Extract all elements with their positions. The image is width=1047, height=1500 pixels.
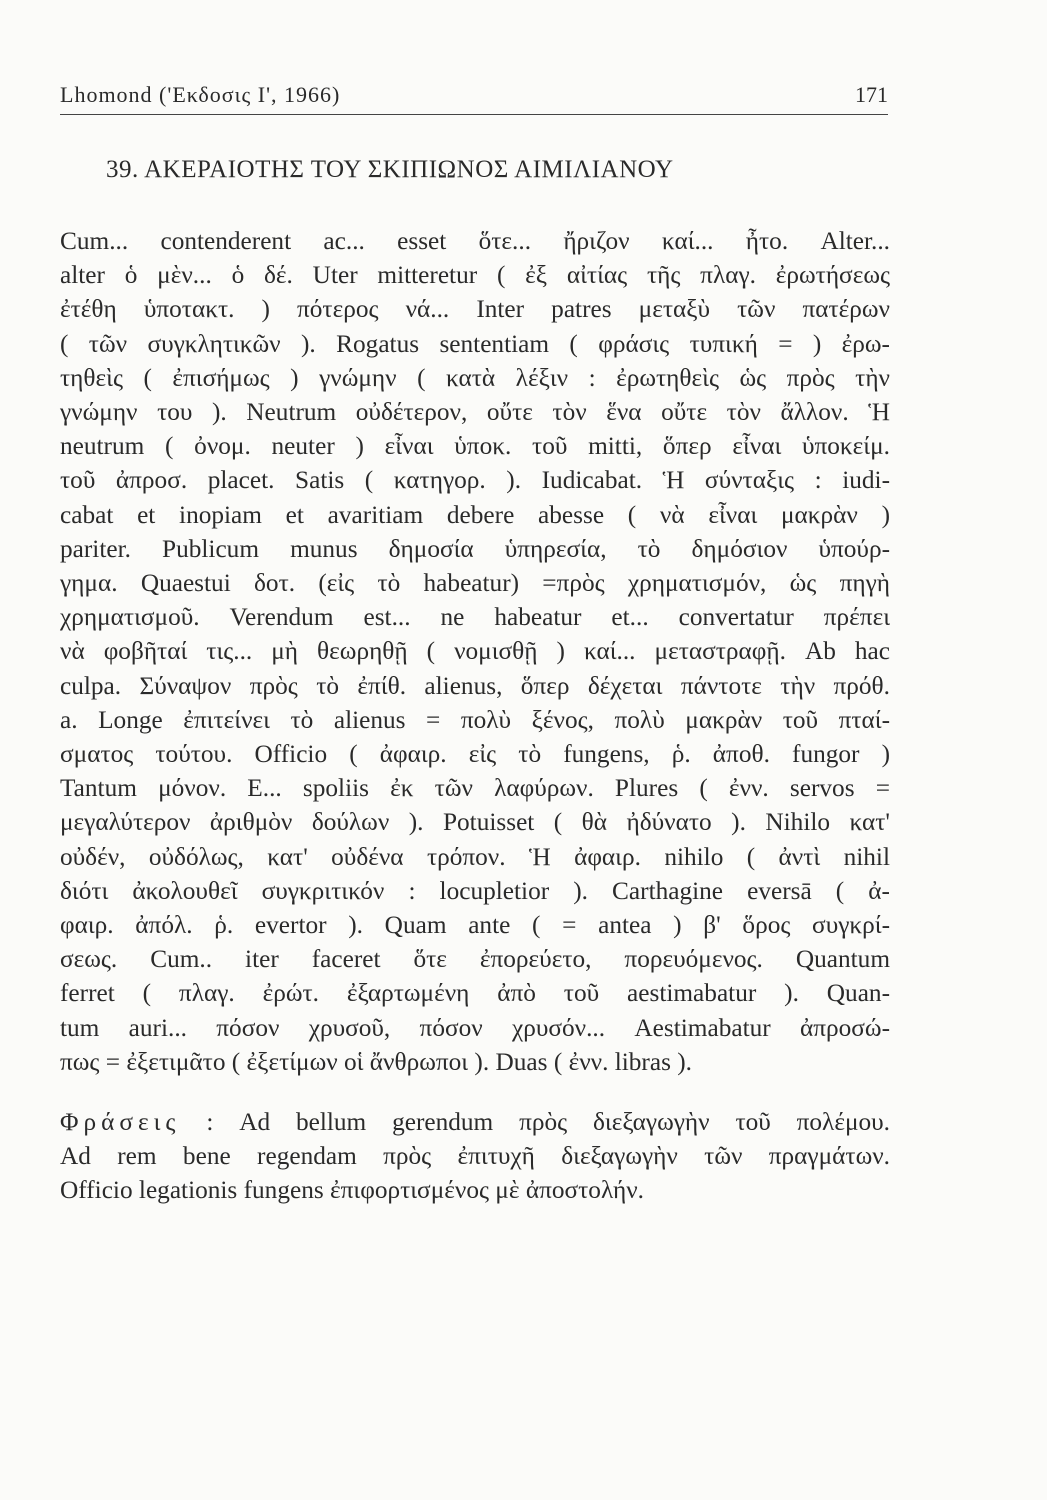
text-line: διότι ἀκολουθεῖ συγκριτικόν : locupletior ). Carthagine eversā ( ἀ- — [60, 876, 890, 905]
text-line: τοῦ ἀπροσ. placet. Satis ( κατηγορ. ). Iudicabat. Ἡ σύνταξις : iudi- — [60, 466, 890, 495]
text-line: Tantum μόνον. E... spoliis ἐκ τῶν λαφύρων. Plures ( ἐνν. servos = — [60, 774, 890, 803]
text-line: Cum... contenderent ac... esset ὅτε... ἤριζον καί... ἦτο. Alter... — [60, 227, 890, 255]
running-title: Lhomond ('Εκδοσις Ι', 1966) — [60, 82, 341, 107]
text-line: χρηματισμοῦ. Verendum est... ne habeatur et... convertatur πρέπει — [60, 603, 890, 632]
text-line: alter ὁ μὲν... ὁ δέ. Uter mitteretur ( ἐξ αἰτίας τῆς πλαγ. ἐρωτήσεως — [60, 261, 890, 290]
text-line: tum auri... πόσον χρυσοῦ, πόσον χρυσόν... Aestimabatur ἀπροσώ- — [60, 1013, 890, 1042]
text-line: σματος τούτου. Officio ( ἀφαιρ. εἰς τὸ fungens, ῥ. ἀποθ. fungor ) — [60, 740, 890, 769]
text-line: νὰ φοβῆταί τις... μὴ θεωρηθῇ ( νομισθῇ ) καί... μεταστραφῇ. Ab hac — [60, 637, 890, 666]
running-header — [60, 82, 888, 115]
text-line: τηθεὶς ( ἐπισήμως ) γνώμην ( κατὰ λέξιν : ἐρωτηθεὶς ὡς πρὸς τὴν — [60, 363, 890, 392]
phrases-line: Ad rem bene regendam πρὸς ἐπιτυχῆ διεξαγωγὴν τῶν πραγμάτων. — [60, 1142, 890, 1171]
text-line: ἐτέθη ὑποτακτ. ) πότερος νά... Inter patres μεταξὺ τῶν πατέρων — [60, 295, 890, 324]
phrases-line: Officio legationis fungens ἐπιφορτισμένος μὲ ἀποστολήν. — [60, 1176, 644, 1205]
text-line: ferret ( πλαγ. ἐρώτ. ἐξαρτωμένη ἀπὸ τοῦ aestimabatur ). Quan- — [60, 979, 890, 1008]
text-line: μεγαλύτερον ἀριθμὸν δούλων ). Potuisset ( θὰ ἠδύνατο ). Nihilo κατ' — [60, 808, 890, 837]
phrases-label: Φράσεις — [60, 1108, 181, 1136]
text-line: a. Longe ἐπιτείνει τὸ alienus = πολὺ ξένος, πολὺ μακρὰν τοῦ πταί- — [60, 705, 890, 734]
text-line: γημα. Quaestui δοτ. (εἰς τὸ habeatur) =πρὸς χρηματισμόν, ὡς πηγὴ — [60, 569, 890, 598]
phrases-first-line — [60, 1105, 890, 1139]
text-line: ( τῶν συγκλητικῶν ). Rogatus sententiam ( φράσις τυπική = ) ἐρω- — [60, 329, 890, 358]
text-line: pariter. Publicum munus δημοσία ὑπηρεσία, τὸ δημόσιον ὑπούρ- — [60, 534, 890, 563]
section-title: 39. ΑΚΕΡΑΙΟΤΗΣ ΤΟΥ ΣΚΙΠΙΩΝΟΣ ΑΙΜΙΛΙΑΝΟΥ — [106, 156, 674, 183]
text-line: σεως. Cum.. iter faceret ὅτε ἐπορεύετο, πορευόμενος. Quantum — [60, 945, 890, 974]
text-line: culpa. Σύναψον πρὸς τὸ ἐπίθ. alienus, ὅπερ δέχεται πάντοτε τὴν πρόθ. — [60, 671, 890, 700]
text-line: οὐδέν, οὐδόλως, κατ' οὐδένα τρόπον. Ἡ ἀφαιρ. nihilo ( ἀντὶ nihil — [60, 842, 890, 871]
text-line: γνώμην του ). Neutrum οὐδέτερον, οὔτε τὸν ἕνα οὔτε τὸν ἄλλον. Ἡ — [60, 398, 890, 427]
phrases-section — [60, 1105, 890, 1208]
phrases-first-line-text: : Ad bellum gerendum πρὸς διεξαγωγὴν τοῦ πολέμου. — [206, 1108, 890, 1136]
text-line: cabat et inopiam et avaritiam debere abesse ( νὰ εἶναι μακρὰν ) — [60, 500, 890, 529]
text-line: πως = ἐξετιμᾶτο ( ἐξετίμων οἱ ἄνθρωποι ). Duas ( ἐνν. libras ). — [60, 1047, 692, 1076]
page-number: 171 — [855, 82, 888, 107]
text-line: φαιρ. ἀπόλ. ῥ. evertor ). Quam ante ( = antea ) β' ὅρος συγκρί- — [60, 911, 890, 940]
text-line: neutrum ( ὀνομ. neuter ) εἶναι ὑποκ. τοῦ mitti, ὅπερ εἶναι ὑποκείμ. — [60, 432, 890, 461]
commentary-body — [60, 224, 890, 1079]
